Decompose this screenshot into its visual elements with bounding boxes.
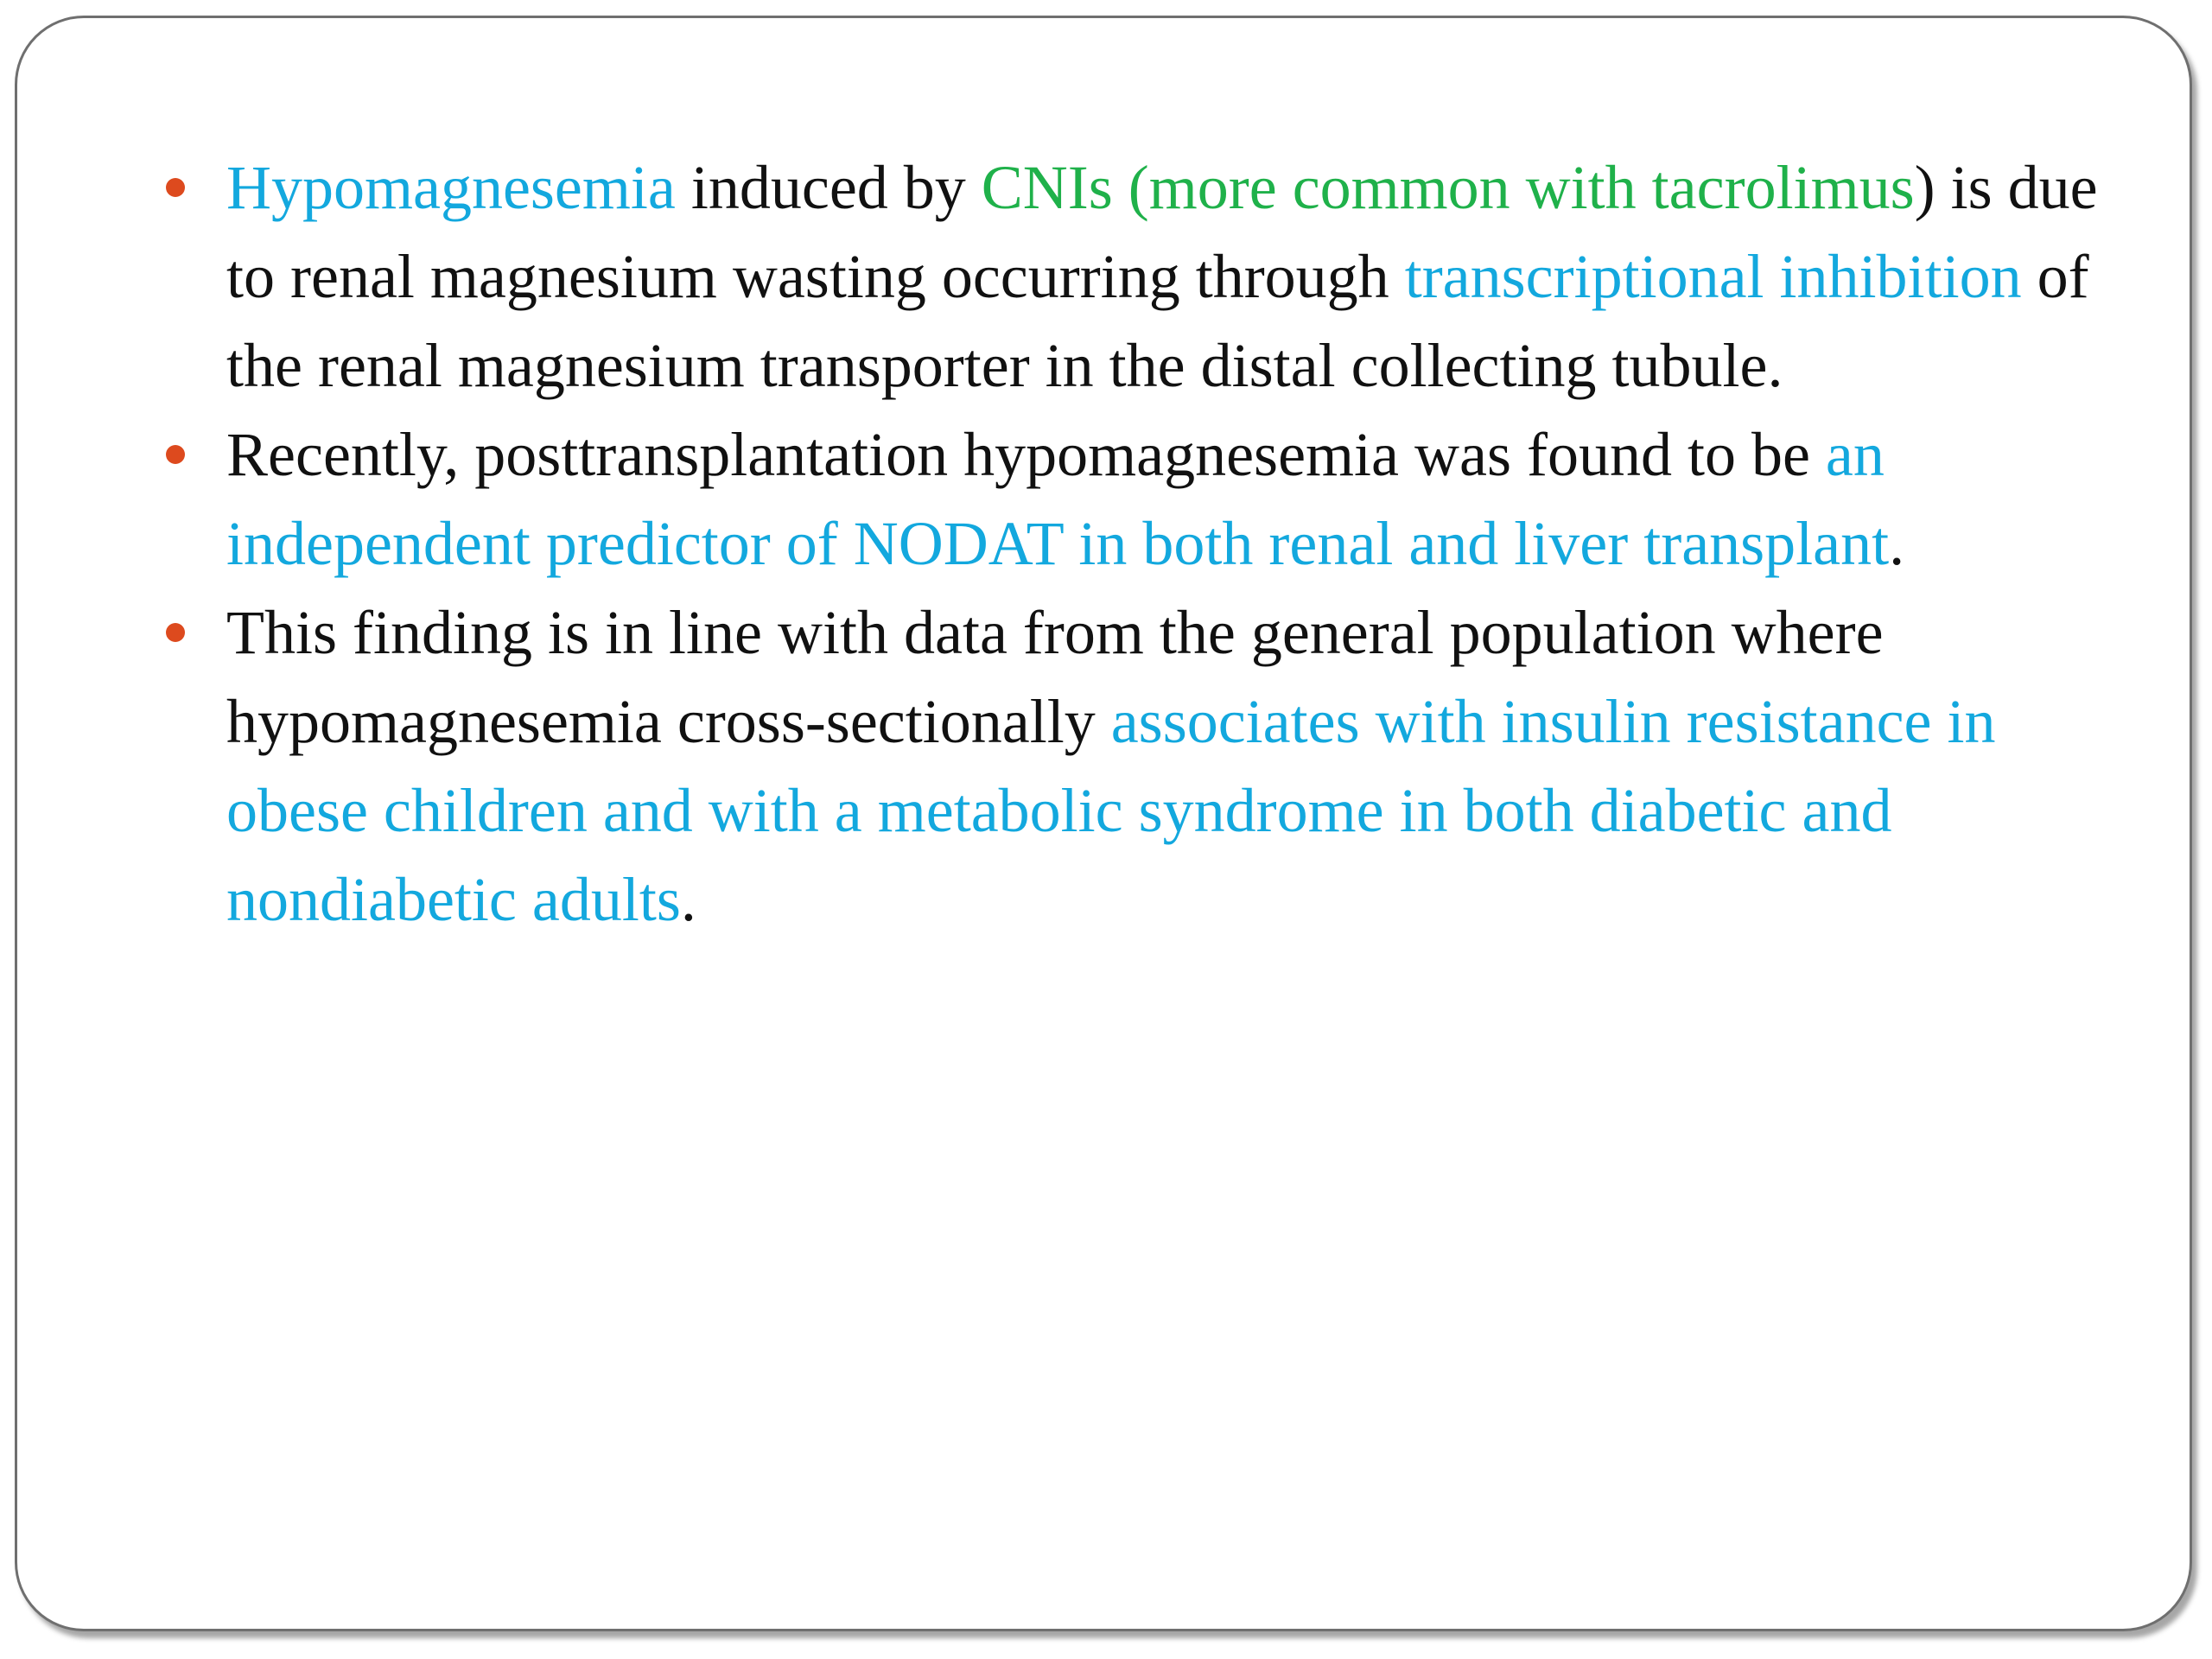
text-segment: of the renal magnesium transporter in the distal collecting tubule. (226, 242, 2089, 400)
bullet-item-1 (147, 143, 2134, 410)
text-segment: CNIs (more common with tacrolimus (981, 153, 1915, 222)
bullet-item-3 (147, 588, 2134, 944)
bullet-dot-icon (166, 445, 185, 464)
slide-frame (15, 16, 2192, 1631)
text-segment: This finding is in line with data from the general population where hypomagnesemia cross-sectionally (226, 598, 1884, 756)
text-segment: . (1889, 509, 1905, 578)
bullet-dot-icon (166, 623, 185, 642)
text-segment: . (680, 865, 696, 934)
bullet-dot-icon (166, 178, 185, 197)
bullet-item-2 (147, 410, 2134, 588)
text-segment: induced by (675, 153, 982, 222)
text-segment: transcriptional inhibition (1404, 242, 2022, 311)
text-segment: an independent predictor of NODAT in both renal and liver transplant (226, 420, 1890, 578)
text-segment: Recently, posttransplantation hypomagnesemia was found to be (226, 420, 1826, 489)
slide-content (147, 143, 2134, 944)
text-segment: associates with insulin resistance in obese children and with a metabolic syndrome in both diabetic and nondiabetic adults (226, 687, 1996, 934)
text-segment: Hypomagnesemia (226, 153, 676, 222)
text-segment: ) is due to renal magnesium wasting occurring through (226, 153, 2098, 311)
